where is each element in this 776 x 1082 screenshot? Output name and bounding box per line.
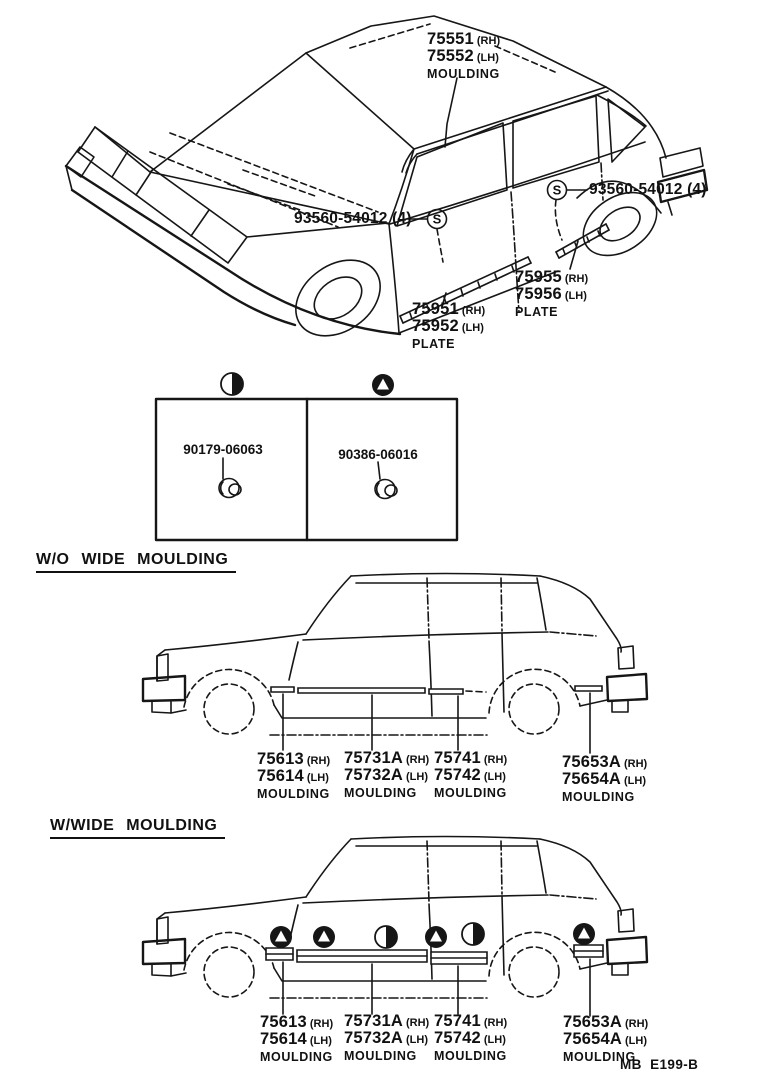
part-caption: MOULDING bbox=[344, 1048, 417, 1063]
side-tag: (LH) bbox=[483, 771, 506, 784]
front-wheel bbox=[281, 245, 394, 352]
side-tag: (RH) bbox=[483, 1017, 508, 1029]
part-caption: MOULDING bbox=[427, 66, 500, 81]
triangle-in-circle-icon bbox=[313, 926, 335, 948]
side-tag: (RH) bbox=[306, 755, 331, 767]
half-filled-circle-icon bbox=[462, 923, 484, 945]
fastener-part-left: 90179-06063 bbox=[183, 442, 263, 457]
part-number: 75955 bbox=[515, 268, 562, 286]
part-number: 75951 bbox=[412, 300, 459, 318]
side-tag: (LH) bbox=[624, 775, 646, 788]
side-tag: (RH) bbox=[476, 35, 501, 47]
moulding-label-col3 bbox=[434, 1013, 507, 1063]
part-number: 75952 bbox=[412, 317, 459, 336]
part-number: 75614 bbox=[260, 1030, 307, 1049]
side-tag: (RH) bbox=[624, 758, 648, 770]
part-number: 75742 bbox=[434, 766, 481, 785]
section-heading-with-wide: W/WIDE MOULDING bbox=[50, 817, 225, 839]
part-number: 75552 bbox=[427, 47, 474, 66]
side-tag: (RH) bbox=[483, 754, 508, 766]
side-tag: (LH) bbox=[406, 771, 428, 784]
triangle-in-circle-icon bbox=[425, 926, 447, 948]
half-filled-circle-icon bbox=[221, 373, 243, 395]
section-heading-without-wide: W/O WIDE MOULDING bbox=[36, 551, 236, 573]
moulding-label-col2 bbox=[344, 750, 429, 800]
side-tag: (RH) bbox=[309, 1018, 334, 1030]
part-caption: MOULDING bbox=[257, 786, 330, 801]
part-number: 75654A bbox=[562, 770, 621, 789]
part-number: 75731A bbox=[344, 1012, 403, 1030]
side-tag: (RH) bbox=[406, 754, 430, 766]
side-view-car-without-wide-moulding bbox=[143, 574, 647, 754]
part-number: 75732A bbox=[344, 766, 403, 785]
clip-position-symbols bbox=[270, 923, 595, 948]
side-tag: (LH) bbox=[309, 1035, 332, 1048]
grommet-icon bbox=[375, 480, 397, 499]
part-number: 75654A bbox=[563, 1030, 622, 1049]
part-caption: PLATE bbox=[515, 304, 559, 319]
triangle-in-circle-icon bbox=[573, 923, 595, 945]
part-number: 75653A bbox=[563, 1013, 622, 1031]
moulding-label-col1 bbox=[260, 1014, 333, 1064]
part-number: 75613 bbox=[257, 750, 304, 768]
side-tag: (LH) bbox=[564, 290, 587, 303]
side-tag: (RH) bbox=[564, 273, 589, 285]
screw-symbol-right bbox=[548, 181, 588, 241]
grommet-icon bbox=[219, 479, 241, 498]
fastener-part-right: 90386-06016 bbox=[338, 447, 418, 462]
half-filled-circle-icon bbox=[375, 926, 397, 948]
rear-plate-leader bbox=[570, 241, 578, 269]
part-caption: MOULDING bbox=[434, 785, 507, 800]
side-tag: (LH) bbox=[476, 52, 499, 65]
roof-moulding-label bbox=[427, 31, 500, 81]
side-tag: (LH) bbox=[306, 772, 329, 785]
front-plate-label bbox=[412, 301, 485, 351]
part-caption: PLATE bbox=[412, 336, 456, 351]
triangle-in-circle-icon bbox=[270, 926, 292, 948]
side-tag: (RH) bbox=[625, 1018, 649, 1030]
side-view-car-with-wide-moulding bbox=[143, 837, 647, 1017]
screw-part-label-left: 93560-54012 (4) bbox=[294, 210, 412, 227]
side-tag: (RH) bbox=[461, 305, 486, 317]
part-number: 75742 bbox=[434, 1029, 481, 1048]
screw-symbol-letter: S bbox=[432, 211, 442, 227]
part-caption: MOULDING bbox=[344, 785, 417, 800]
narrow-body-mouldings bbox=[271, 686, 602, 694]
part-number: 75731A bbox=[344, 749, 403, 767]
screw-part-label-right: 93560-54012 (4) bbox=[589, 181, 707, 198]
part-number: 75741 bbox=[434, 749, 481, 767]
side-tag: (LH) bbox=[406, 1034, 428, 1047]
part-caption: MOULDING bbox=[260, 1049, 333, 1064]
part-number: 75653A bbox=[562, 753, 621, 771]
side-tag: (LH) bbox=[461, 322, 484, 335]
part-caption: MOULDING bbox=[562, 789, 635, 804]
moulding-label-col1 bbox=[257, 751, 330, 801]
moulding-label-col3 bbox=[434, 750, 507, 800]
side-tag: (RH) bbox=[406, 1017, 430, 1029]
part-number: 75614 bbox=[257, 767, 304, 786]
part-number: 75741 bbox=[434, 1012, 481, 1030]
part-number: 75613 bbox=[260, 1013, 307, 1031]
part-number: 75732A bbox=[344, 1029, 403, 1048]
moulding-label-col2 bbox=[344, 1013, 429, 1063]
side-tag: (LH) bbox=[625, 1035, 647, 1048]
rear-scuff-plate bbox=[556, 224, 609, 258]
triangle-in-circle-icon bbox=[372, 374, 394, 396]
side-tag: (LH) bbox=[483, 1034, 506, 1047]
part-number: 75551 bbox=[427, 30, 474, 48]
rear-plate-label bbox=[515, 269, 588, 319]
part-number: 75956 bbox=[515, 285, 562, 304]
page-code: MB E199-B bbox=[620, 1057, 699, 1072]
part-caption: MOULDING bbox=[434, 1048, 507, 1063]
screw-symbol-letter: S bbox=[552, 182, 562, 198]
part-caption: MOULDING bbox=[563, 1049, 636, 1064]
moulding-label-col4 bbox=[562, 754, 647, 804]
